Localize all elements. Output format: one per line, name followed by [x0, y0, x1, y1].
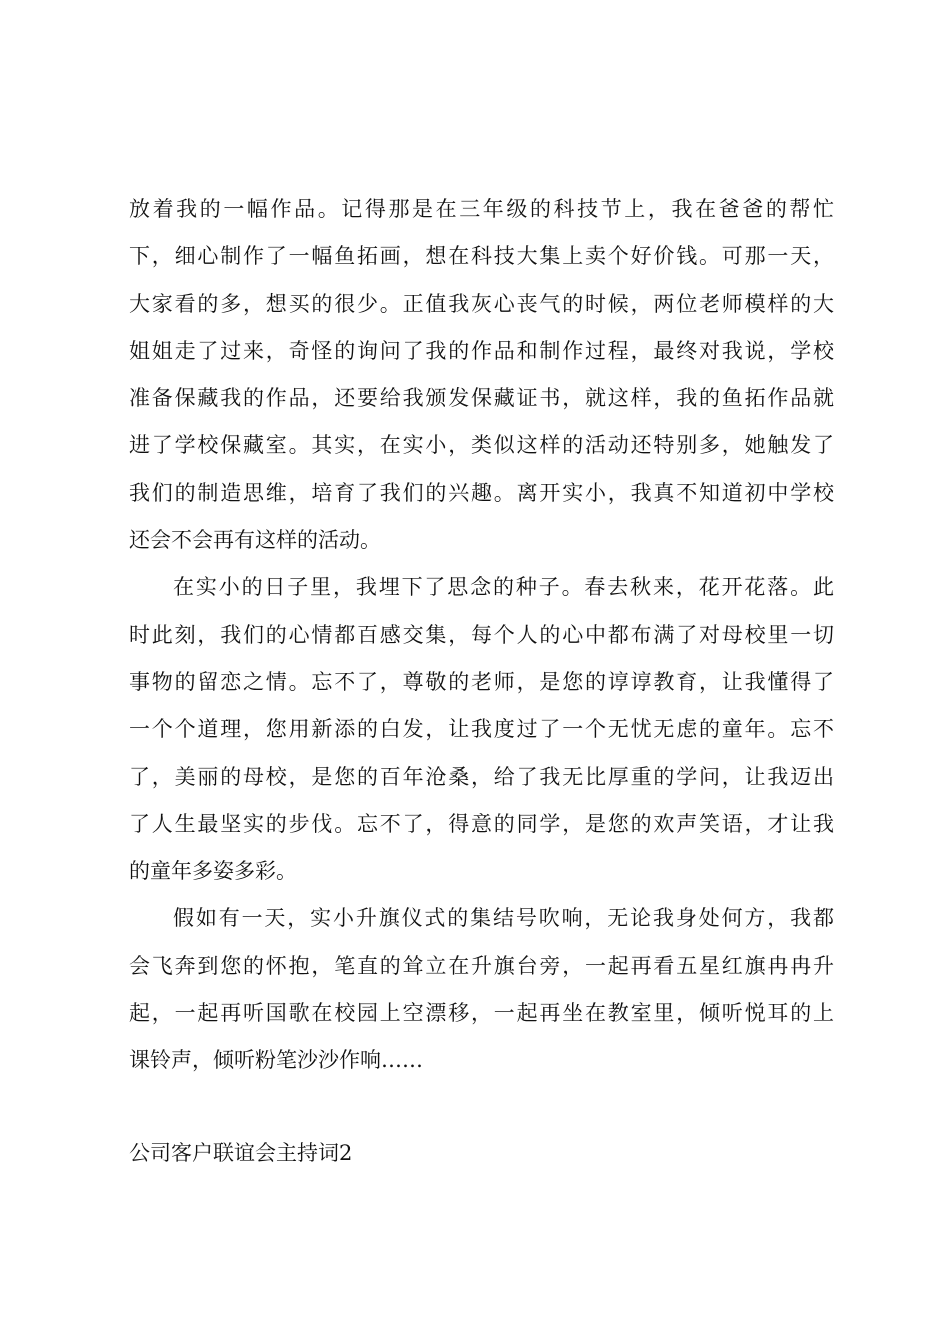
- text-line: 大家看的多，想买的很少。正值我灰心丧气的时候，两位老师模样的大: [129, 291, 834, 316]
- text-line: 我们的制造思维，培育了我们的兴趣。离开实小，我真不知道初中学校: [129, 480, 834, 505]
- text-line: 还会不会再有这样的活动。: [129, 528, 381, 553]
- text-line: 了，美丽的母校，是您的百年沧桑，给了我无比厚重的学问，让我迈出: [129, 764, 834, 789]
- text-line: 时此刻，我们的心情都百感交集，每个人的心中都布满了对母校里一切: [129, 622, 834, 647]
- text-line: 会飞奔到您的怀抱，笔直的耸立在升旗台旁，一起再看五星红旗冉冉升: [129, 953, 834, 978]
- section-heading: 公司客户联谊会主持词2: [129, 1141, 353, 1165]
- text-line: 准备保藏我的作品，还要给我颁发保藏证书，就这样，我的鱼拓作品就: [129, 386, 834, 411]
- article-body: [129, 186, 834, 1085]
- text-line: 假如有一天，实小升旗仪式的集结号吹响，无论我身处何方，我都: [173, 906, 834, 931]
- text-line: 课铃声，倾听粉笔沙沙作响……: [129, 1048, 423, 1073]
- text-line: 下，细心制作了一幅鱼拓画，想在科技大集上卖个好价钱。可那一天，: [129, 244, 834, 269]
- text-line: 起，一起再听国歌在校园上空漂移，一起再坐在教室里，倾听悦耳的上: [129, 1001, 834, 1026]
- text-line: 一个个道理，您用新添的白发，让我度过了一个无忧无虑的童年。忘不: [129, 717, 834, 742]
- text-line: 姐姐走了过来，奇怪的询问了我的作品和制作过程，最终对我说，学校: [129, 338, 834, 363]
- text-line: 进了学校保藏室。其实，在实小，类似这样的活动还特别多，她触发了: [129, 433, 834, 458]
- text-line: 了人生最坚实的步伐。忘不了，得意的同学，是您的欢声笑语，才让我: [129, 811, 834, 836]
- text-line: 的童年多姿多彩。: [129, 859, 297, 884]
- text-line: 事物的留恋之情。忘不了，尊敬的老师，是您的谆谆教育，让我懂得了: [129, 669, 834, 694]
- text-line: 在实小的日子里，我埋下了思念的种子。春去秋来，花开花落。此: [173, 575, 834, 600]
- text-line: 放着我的一幅作品。记得那是在三年级的科技节上，我在爸爸的帮忙: [129, 197, 834, 221]
